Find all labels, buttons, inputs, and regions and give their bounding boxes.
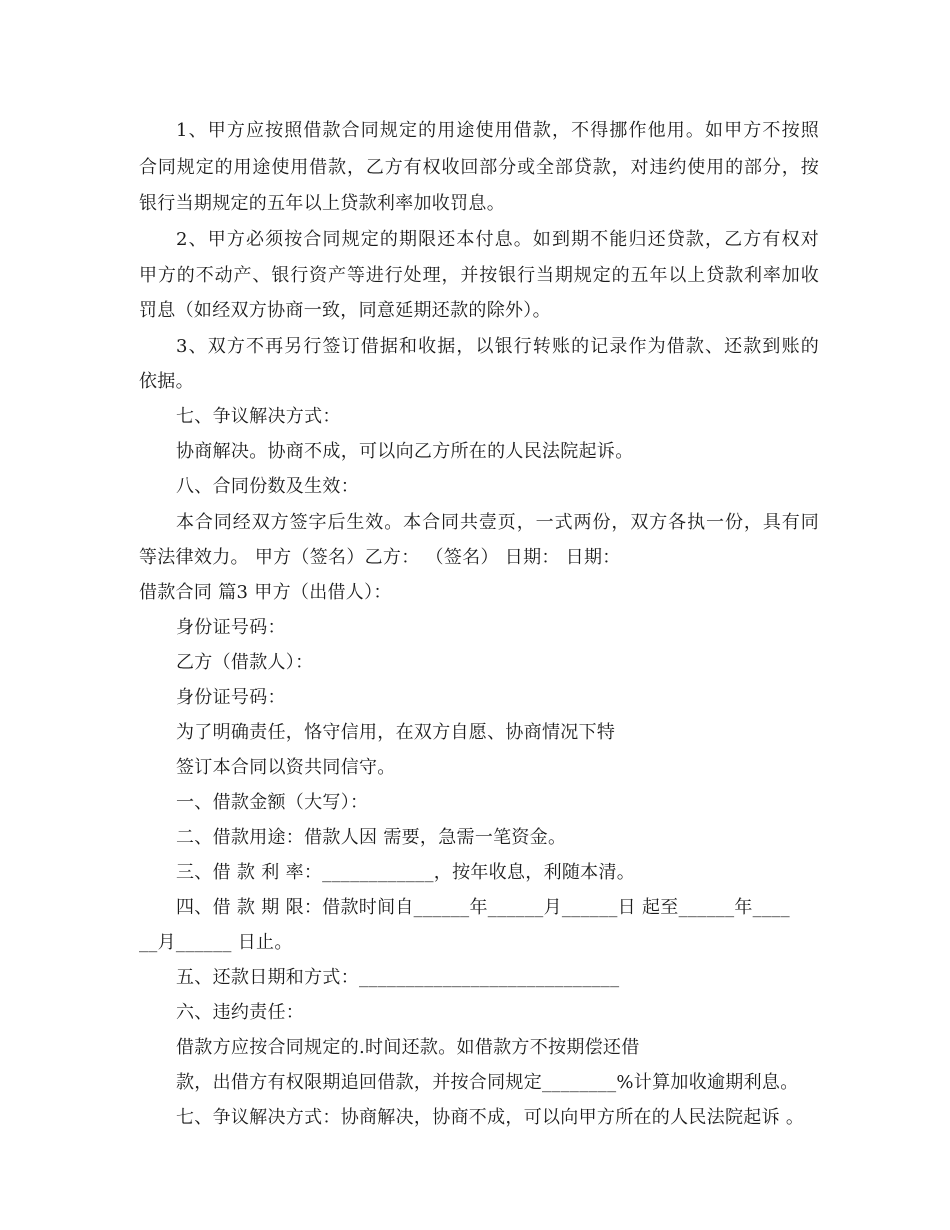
text-line: 银行当期规定的五年以上贷款利率加收罚息。 — [139, 193, 505, 214]
text-line: 2、甲方必须按合同规定的期限还本付息。如到期不能归还贷款，乙方有权对 — [176, 229, 819, 250]
text-line: 1、甲方应按照借款合同规定的用途使用借款，不得挪作他用。如甲方不按照 — [176, 120, 819, 141]
section-heading: 四、借 款 期 限：借款时间自______年______月______日 起至______年____ — [176, 897, 790, 918]
text-line: 借款方应按合同规定的.时间还款。如借款方不按期偿还借 — [176, 1037, 640, 1058]
text-line: 甲方的不动产、银行资产等进行处理，并按银行当期规定的五年以上贷款利率加收 — [139, 265, 819, 286]
section-heading: 二、借款用途：借款人因 需要，急需一笔资金。 — [176, 827, 567, 848]
form-field-label: 乙方（借款人）： — [176, 652, 314, 673]
text-line: 协商解决。协商不成，可以向乙方所在的人民法院起诉。 — [176, 441, 634, 462]
text-line: 罚息（如经双方协商一致，同意延期还款的除外）。 — [139, 300, 551, 321]
form-field-label: 身份证号码： — [176, 617, 286, 638]
section-heading: 七、争议解决方式：协商解决，协商不成，可以向甲方所在的人民法院起诉 。 — [176, 1107, 805, 1128]
text-line: 签订本合同以资共同信守。 — [176, 757, 396, 778]
text-line: 本合同经双方签字后生效。本合同共壹页，一式两份，双方各执一份，具有同 — [176, 512, 819, 533]
contract-title-line: 借款合同 篇3 甲方（出借人）： — [139, 582, 392, 603]
text-line: 3、双方不再另行签订借据和收据，以银行转账的记录作为借款、还款到账的 — [176, 336, 819, 357]
text-line: 款，出借方有权限期追回借款，并按合同规定________%计算加收逾期利息。 — [176, 1072, 799, 1093]
section-heading: 六、违约责任： — [176, 1002, 305, 1023]
section-heading: 三、借 款 利 率：____________，按年收息，利随本清。 — [176, 862, 636, 883]
section-heading: 一、借款金额（大写）： — [176, 792, 369, 813]
section-heading: 五、还款日期和方式：____________________________ — [176, 967, 620, 988]
form-field-label: 身份证号码： — [176, 687, 286, 708]
signature-line: 等法律效力。 甲方（签名）乙方： （签名） 日期： 日期： — [139, 547, 621, 568]
text-line: 合同规定的用途使用借款，乙方有权收回部分或全部贷款，对违约使用的部分，按 — [139, 157, 819, 178]
text-line: 依据。 — [139, 371, 194, 392]
text-line: __月______ 日止。 — [139, 932, 293, 953]
text-line: 为了明确责任，恪守信用，在双方自愿、协商情况下特 — [176, 722, 616, 743]
section-heading: 七、争议解决方式： — [176, 406, 341, 427]
section-heading: 八、合同份数及生效： — [176, 476, 359, 497]
